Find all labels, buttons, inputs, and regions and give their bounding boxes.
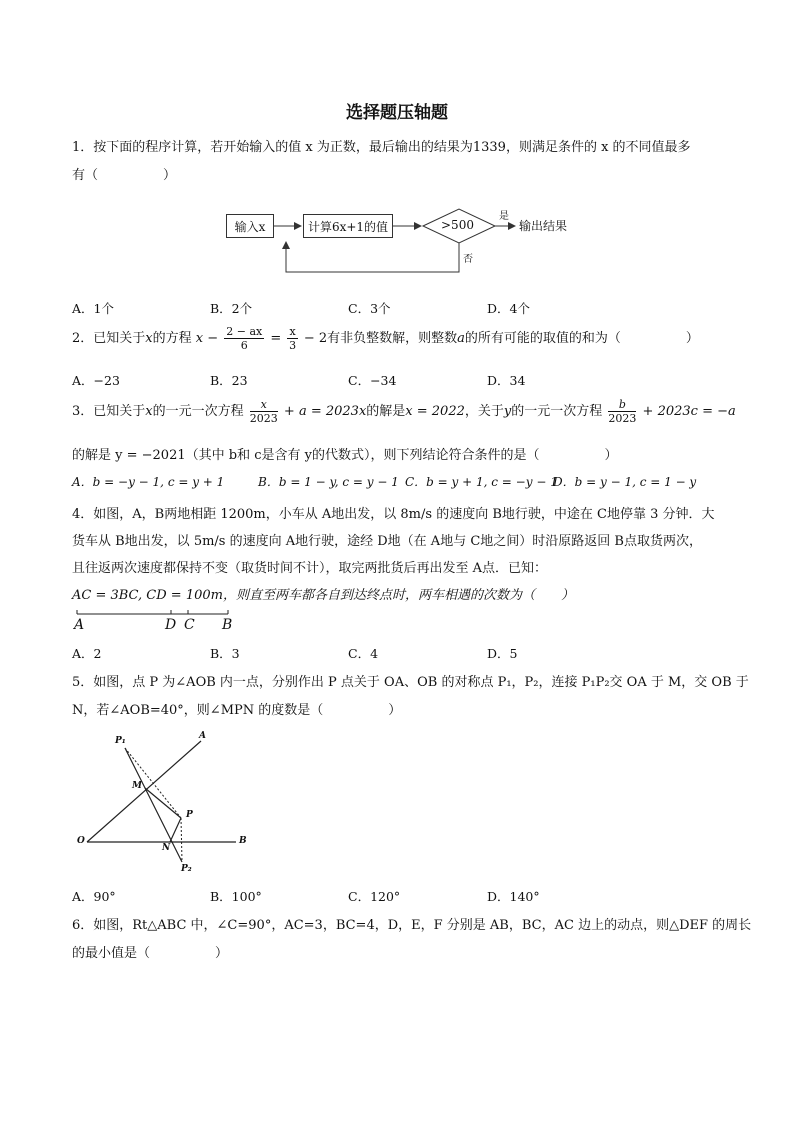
q4-line1: 4．如图，A，B两地相距 1200m，小车从 A地出发，以 8m/s 的速度向 B地行驶，中途在 C地停靠 3 分钟．大 — [72, 507, 715, 522]
q1-option-b: B．2个 — [210, 301, 253, 316]
q5-line2: N，若∠AOB=40°，则∠MPN 的度数是（ ） — [72, 703, 402, 718]
q5-label-p2: P₂ — [181, 864, 192, 874]
q3-option-b: B．b = 1 − y, c = y − 1 — [258, 475, 399, 489]
q4-option-d: D．5 — [487, 646, 518, 661]
q4-label-c: C — [184, 617, 195, 633]
q5-option-c: C．120° — [348, 889, 401, 904]
q2-stem: 2．已知关于x的方程 x − $\frac{2 - ax}{6}$ = $\frac{x}{3}$ − 2有非负整数解，则整数a的所有可能的取值的和为（ ） — [72, 325, 699, 352]
q5-label-o: O — [77, 836, 85, 846]
q1-line2: 有（ ） — [72, 168, 177, 183]
q4-option-a: A．2 — [72, 646, 102, 661]
q3-stem-line1: 3．已知关于x的一元一次方程 $\frac{x}{2023}$ + a = 2023x的解是x = 2022，关于y的一元一次方程 $\frac{b}{2023}$ + 2023c = −a — [72, 398, 736, 425]
flow-cond-text: >500 — [441, 218, 474, 232]
page-title: 选择题压轴题 — [346, 103, 448, 123]
flow-input-box: 输入x — [226, 214, 274, 238]
q5-label-p1: P₁ — [115, 736, 126, 746]
q3-stem-line2: 的解是 y = −2021（其中 b和 c是含有 y的代数式），则下列结论符合条件的是（ ） — [72, 448, 618, 463]
q2-option-b: B．23 — [210, 373, 248, 388]
q2-option-d: D．34 — [487, 373, 526, 388]
q3-option-c: C．b = y + 1, c = −y − 1 — [405, 475, 558, 489]
q6-line2: 的最小值是（ ） — [72, 946, 229, 961]
flow-compute-box: 计算6x+1的值 — [303, 214, 393, 238]
q4-line4: AC = 3BC, CD = 100m，则直至两车都各自到达终点时，两车相遇的次数为（ ） — [72, 588, 574, 603]
q1-option-d: D．4个 — [487, 301, 530, 316]
q5-label-a: A — [199, 731, 206, 741]
q4-option-c: C．4 — [348, 646, 379, 661]
flow-yes-label: 是 — [499, 211, 509, 222]
q5-label-m: M — [132, 781, 142, 791]
q5-line1: 5．如图，点 P 为∠AOB 内一点，分别作出 P 点关于 OA、OB 的对称点 P₁，P₂，连接 P₁P₂交 OA 于 M，交 OB 于 — [72, 675, 749, 690]
q1-line1: 1．按下面的程序计算，若开始输入的值 x 为正数，最后输出的结果为1339，则满足条件的 x 的不同值最多 — [72, 140, 691, 155]
q4-option-b: B．3 — [210, 646, 240, 661]
flow-output-text: 输出结果 — [519, 219, 568, 233]
q4-line2: 货车从 B地出发，以 5m/s 的速度向 A地行驶，途经 D地（在 A地与 C地之间）时沿原路返回 B点取货两次， — [72, 534, 702, 549]
q5-label-b: B — [239, 836, 247, 846]
q4-label-b: B — [222, 617, 233, 633]
q2-option-c: C．−34 — [348, 373, 397, 388]
flow-no-label: 否 — [463, 254, 473, 265]
q3-option-d: D．b = y − 1, c = 1 − y — [553, 475, 697, 489]
q6-line1: 6．如图，Rt△ABC 中，∠C=90°，AC=3，BC=4，D，E，F 分别是 AB，BC，AC 边上的动点，则△DEF 的周长 — [72, 918, 752, 933]
q5-label-p: P — [186, 810, 193, 820]
q1-option-a: A．1个 — [72, 301, 114, 316]
q2-option-a: A．−23 — [72, 373, 120, 388]
q5-label-n: N — [162, 843, 171, 853]
q4-line3: 且往返两次速度都保持不变（取货时间不计），取完两批货后再出发至 A点．已知： — [72, 561, 548, 576]
q4-label-a: A — [74, 617, 85, 633]
q3-option-a: A．b = −y − 1, c = y + 1 — [72, 475, 225, 489]
q5-option-b: B．100° — [210, 889, 262, 904]
q4-label-d: D — [165, 617, 177, 633]
q5-option-d: D．140° — [487, 889, 540, 904]
q5-option-a: A．90° — [72, 889, 116, 904]
q1-option-c: C．3个 — [348, 301, 391, 316]
